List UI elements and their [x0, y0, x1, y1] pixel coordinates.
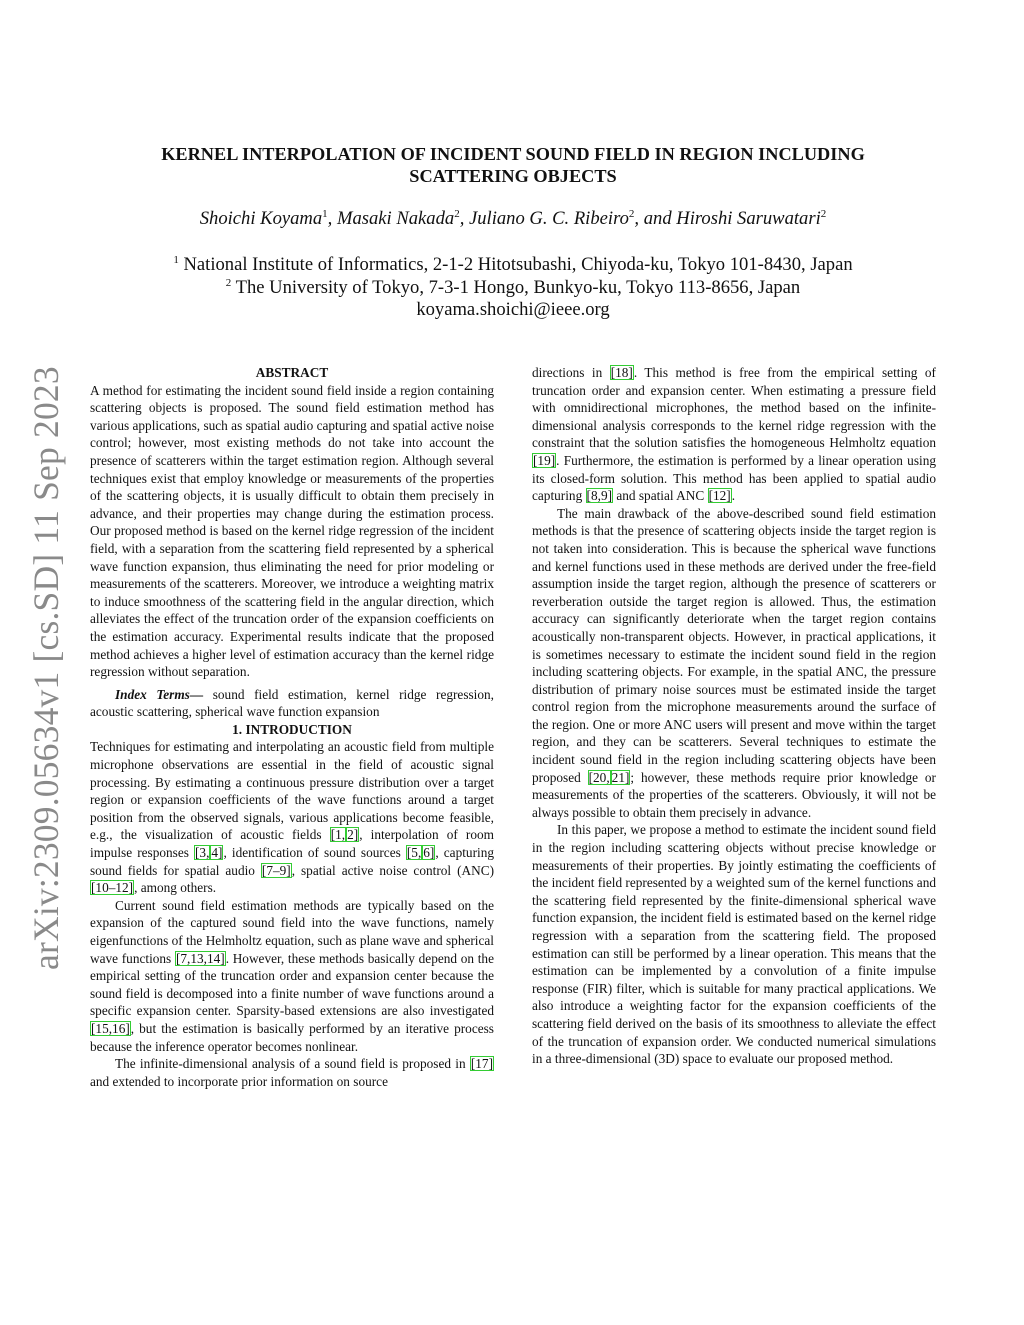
author-affiliation-mark: 1 [322, 208, 328, 220]
author-affiliation-mark: 2 [628, 208, 635, 220]
citation-link[interactable]: 6] [423, 845, 435, 861]
affiliation-text: National Institute of Informatics, 2-1-2 Hitotsubashi, Chiyoda-ku, Tokyo 101-8430, Japan [178, 254, 853, 275]
introduction-heading: 1. INTRODUCTION [232, 721, 352, 737]
abstract-text: A method for estimating the incident sound field inside a region containing scattering objects is proposed. The sound field estimation method has various applications, such as spatial audio capturing and spatial active noise control; however, most existing methods do not take into account the presence of scatterers within the target estimation region. Although several techniques exist that employ knowledge or measurements of the properties of the scattering objects, it is usually difficult to obtain them precisely in advance, and their properties may change during the estimation process. Our proposed method is based on the kernel ridge regression of the incident field, with a separation from the scattering field represented by a spherical wave function expansion, thus eliminating the need for prior modeling or measurements of the scatterers. Moreover, we introduce a weighting matrix to induce smoothness of the scattering field in the angular direction, which alleviates the effect of the truncation order of the expansion coefficients on the estimation accuracy. Experimental results indicate that the proposed method achieves a higher level of estimation accuracy than the kernel ridge regression without separation. [90, 382, 494, 680]
intro-paragraph-1: Techniques for estimating and interpolating an acoustic field from multiple microphone observations are essential in the field of acoustic signal processing. By estimating a continuous pressure distribution over a target region or expansion coefficients of the wave functions around a target position from the observed signals, various applications become feasible, e.g., the visualization of acoustic fields [1, 2], interpolation of room impulse responses [3, 4], identification of sound sources [5, 6], capturing sound fields for spatial audio [7–9], spatial active noise control (ANC) [10–12], among others. [90, 739, 495, 896]
author-name: Shoichi Koyama [199, 208, 323, 229]
paper-title [90, 143, 936, 187]
citation-link[interactable]: [5, [406, 845, 422, 861]
title-line-1: KERNEL INTERPOLATION OF INCIDENT SOUND FIELD IN REGION INCLUDING [161, 144, 865, 164]
author-list [90, 208, 936, 230]
citation-link[interactable]: [7–9] [261, 862, 291, 878]
affiliation-block [90, 254, 936, 322]
citation-link[interactable]: [15,16] [91, 1020, 130, 1036]
citation-link[interactable]: [18] [610, 365, 633, 380]
citation-link[interactable]: [1, [330, 827, 346, 843]
intro-paragraph-4: The main drawback of the above-described sound field estimation methods is that the presence of scattering objects inside the target region is not taken into consideration. This is because the spherical wave functions and kernel functions used in these methods are derived under the free-field assumption inside the target region, although the presence of scatterers or reverberation outside the target region is allowed. Thus, the estimation accuracy can significantly deteriorate when the target region contains acoustically non-transparent objects. However, in practical applications, it is sometimes necessary to estimate the incident sound field in the region including scattering objects. For example, in the spatial ANC, the pressure distribution of primary noise sources must be estimated inside the target control region from the microphone measurements around the surface of the region. One or more ANC users will present and move within the target region, and they can be scatterers. Several techniques to estimate the incident sound field in the region including scattering objects have been proposed [20, 21]; however, these methods require prior knowledge or measurements of the properties of the scatterers. Obviously, it will not be always possible to obtain them precisely in advance. [532, 505, 936, 820]
citation-link[interactable]: 4] [211, 845, 223, 861]
author-separator: , and [634, 208, 677, 229]
author-name: Juliano G. C. Ribeiro [468, 208, 629, 229]
affiliation-text: The University of Tokyo, 7-3-1 Hongo, Bunkyo-ku, Tokyo 113-8656, Japan [231, 276, 801, 298]
intro-paragraph-3: The infinite-dimensional analysis of a sound field is proposed in [17] and extended to incorporate prior information on source [90, 1056, 493, 1089]
author-email: koyama.shoichi@ieee.org [416, 299, 610, 320]
citation-link[interactable]: [19] [533, 452, 556, 468]
intro-paragraph-5: In this paper, we propose a method to estimate the incident sound field in the region including scattering objects without precise knowledge or measurements of their properties. By jointly estimating the coefficients of the incident field represented by a weighted sum of the kernel functions and the scattering field represented by the finite-dimensional spherical wave function expansion, the incident field is estimated based on the kernel ridge regression with a separation from the scattering field. The proposed estimation can still be performed by a linear operation. This means that the estimation can be implemented by a convolution of a finite impulse response (FIR) filter, which is suitable for many practical applications. We also introduce a weighting factor for the expansion coefficients of the scattering field derived on the basis of its smoothness to alleviate the effect of the truncation of expansion order. We conducted numerical simulations in a three-dimensional (3D) space to evaluate our proposed method. [532, 822, 936, 1067]
citation-link[interactable]: [17] [470, 1056, 493, 1072]
affiliation-mark: 2 [225, 276, 232, 289]
abstract-heading: ABSTRACT [255, 365, 329, 380]
citation-link[interactable]: 2] [347, 827, 359, 843]
citation-link[interactable]: [7,13,14] [175, 950, 225, 966]
intro-paragraph-2: Current sound field estimation methods are typically based on the expansion of the captured sound field into the wave functions, namely eigenfunctions of the Helmholtz equation, such as plane wave and spherical wave functions [7,13,14]. However, these methods basically depend on the empirical setting of the truncation order and expansion center because the sound field is decomposed into a finite number of wave functions around a specific expansion center. Sparsity-based extensions are also investigated [15,16], but the estimation is basically performed by an iterative process because the inference operator becomes nonlinear. [90, 897, 494, 1054]
index-terms-label: Index Terms— [115, 686, 204, 702]
index-terms [90, 686, 494, 721]
intro-paragraph-3-continued: directions in [18]. This method is free from the empirical setting of truncation order and expansion center. When estimating a pressure field with omnidirectional microphones, the method based on the infinite-dimensional analysis corresponds to the kernel ridge regression with the constraint that the solution satisfies the homogeneous Helmholtz equation [19]. Furthermore, the estimation is performed by a linear operation using its closed-form solution. This method has been applied to spatial audio capturing [8,9] and spatial ANC [12]. [532, 365, 936, 504]
index-terms-text: sound field estimation, kernel ridge regression, acoustic scattering, spherical wave function expansion [90, 686, 494, 720]
author-name: Hiroshi Saruwatari [676, 208, 821, 229]
arxiv-identifier: arXiv:2309.05634v1 [cs.SD] 11 Sep 2023 [26, 366, 66, 970]
affiliation-line [90, 254, 936, 277]
author-affiliation-mark: 2 [454, 208, 460, 220]
citation-link[interactable]: [3, [195, 845, 210, 861]
left-column [90, 364, 494, 1090]
author-affiliation-mark: 2 [820, 208, 827, 220]
author-name: Masaki Nakada [336, 208, 455, 229]
author-separator: , [327, 208, 337, 229]
citation-link[interactable]: [10–12] [91, 880, 134, 896]
affiliation-mark: 1 [173, 254, 179, 266]
title-line-2: SCATTERING OBJECTS [409, 166, 617, 186]
citation-link[interactable]: [20, [588, 769, 610, 785]
citation-link[interactable]: [12] [708, 488, 731, 504]
right-column [532, 364, 936, 1068]
citation-link[interactable]: 21] [611, 769, 630, 785]
affiliation-line [90, 277, 936, 300]
citation-link[interactable]: [8,9] [586, 488, 613, 504]
author-separator: , [459, 208, 469, 229]
